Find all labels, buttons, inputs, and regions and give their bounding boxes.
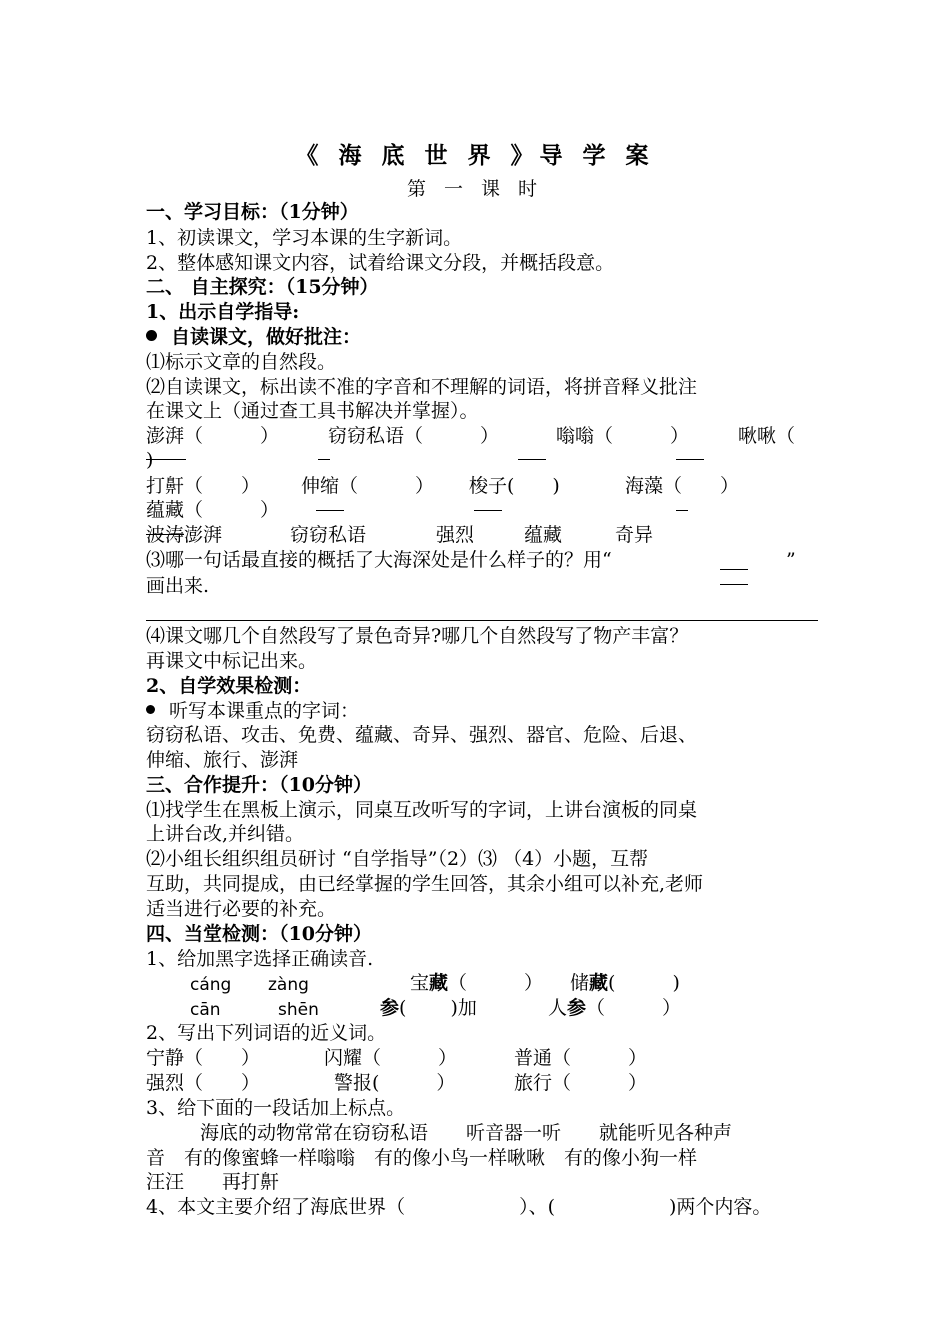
section2-heading: 二、 自主探究：（15分钟） [146,276,379,298]
pinyin-zang: zàng [268,975,309,995]
question-3-quote-end: ” [786,549,796,571]
word-wengweng: 嗡嗡（ ） [556,425,690,447]
word-chuzang: 储藏( ) [570,972,680,994]
question-2-line1: ⑵自读课文，标出读不准的字音和不理解的词语，将拼音释义批注 [146,376,698,398]
check-heading: 2、自学效果检测： [146,675,312,697]
bullet-dictation-text: 听写本课重点的字词： [169,700,360,722]
bullet-self-read-text: 自读课文，做好批注： [171,326,362,348]
question-4-line1: ⑷课文哪几个自然段写了景色奇异?哪几个自然段写了物产丰富？ [146,625,689,647]
word-baozang: 宝藏（ ） [410,972,544,994]
word-shensuo: 伸缩（ ） [301,475,435,497]
syn-lvxing: 旅行（ ） [514,1072,648,1094]
bullet-self-read [146,325,361,349]
word-pengpai: 澎湃（ ） [146,425,280,447]
pinyin-can: cān [190,1000,221,1020]
page-title: 《 海 底 世 界 》导 学 案 [295,142,655,169]
coop-p2-line1: ⑵小组长组织组员研讨 “自学指导”（2）⑶ （4）小题，互帮 [146,848,649,870]
bullet-dot-icon [146,705,155,714]
pinyin-cang: cáng [190,975,232,995]
pinyin-shen: shēn [278,1000,319,1020]
syn-shanyao: 闪耀（ ） [324,1047,458,1069]
word-jiujiu: 啾啾（ [738,425,796,447]
question-3-line2: 画出来. [146,575,210,597]
underline-mark [316,510,344,511]
underline-mark [146,459,186,460]
underline-mark [474,510,502,511]
word-suozi: 梭子( ) [469,475,560,497]
underline-mark [518,459,546,460]
question-4-line2: 再课文中标记出来。 [146,650,318,672]
word-canjia: 参( )加 [380,997,477,1019]
word-qieqiesiyu-2: 窃窃私语 [290,524,367,546]
test-q2: 2、写出下列词语的近义词。 [146,1022,387,1044]
underline-mark [318,459,330,460]
answer-line [146,620,818,621]
dictation-words-line2: 伸缩、旅行、澎湃 [146,749,299,771]
word-pengpai-2: 澎湃 [184,524,223,546]
dictation-words-line1: 窃窃私语、攻击、免费、蕴藏、奇异、强烈、器官、危险、后退、 [146,724,698,746]
word-qianglie: 强烈 [436,524,475,546]
syn-putong: 普通（ ） [514,1047,648,1069]
lesson-subtitle: 第 一 课 时 [406,178,544,200]
word-qiyi: 奇异 [615,524,654,546]
question-1: ⑴标示文章的自然段。 [146,351,337,373]
test-q1: 1、给加黑字选择正确读音. [146,948,374,970]
underline-mark [676,510,688,511]
word-haizao: 海藻（ ） [625,475,740,497]
section3-heading: 三、合作提升：（10分钟） [146,774,372,796]
word-yuncang-2: 蕴藏 [524,524,563,546]
word-yuncang: 蕴藏（ ） [146,499,280,521]
test-q3: 3、给下面的一段话加上标点。 [146,1097,406,1119]
underline-mark [676,459,704,460]
coop-p1-line2: 上讲台改,并纠错。 [146,823,305,845]
syn-qianglie: 强烈（ ） [146,1072,261,1094]
test-q4: 4、本文主要介绍了海底世界（ ）、( )两个内容。 [146,1196,772,1218]
syn-jingbao: 警报( ） [334,1072,456,1094]
underline-sample [720,584,748,585]
guide-heading: 1、出示自学指导: [146,301,300,323]
bullet-dot-icon [146,330,157,341]
punct-line3: 汪汪 再打鼾 [146,1171,280,1193]
word-renshen: 人参（ ） [548,997,682,1019]
word-jiujiu-paren-end: ) [146,449,154,471]
section4-heading: 四、当堂检测：（10分钟） [146,923,372,945]
bullet-dictation [146,699,359,723]
syn-ningjing: 宁静（ ） [146,1047,261,1069]
question-2-line2: 在课文上（通过查工具书解决并掌握）。 [146,400,479,422]
word-botao-struck: 波涛 [146,524,185,546]
goal-item-2: 2、整体感知课文内容，试着给课文分段，并概括段意。 [146,252,615,274]
underline-sample [720,569,748,570]
goal-item-1: 1、初读课文，学习本课的生字新词。 [146,227,463,249]
word-dahan: 打鼾（ ） [146,475,261,497]
section1-heading: 一、学习目标：（1分钟） [146,201,359,223]
question-3-line1: ⑶哪一句话最直接的概括了大海深处是什么样子的？用“ [146,549,612,571]
coop-p1-line1: ⑴找学生在黑板上演示，同桌互改听写的字词，上讲台演板的同桌 [146,799,698,821]
coop-p2-line2: 互助，共同提成，由已经掌握的学生回答，其余小组可以补充,老师 [146,873,704,895]
punct-line2: 音 有的像蜜蜂一样嗡嗡 有的像小鸟一样啾啾 有的像小狗一样 [146,1147,698,1169]
word-qieqiesiyu: 窃窃私语（ ） [328,425,500,447]
coop-p2-line3: 适当进行必要的补充。 [146,898,337,920]
punct-line1: 海底的动物常常在窃窃私语 听音器一听 就能听见各种声 [200,1122,733,1144]
